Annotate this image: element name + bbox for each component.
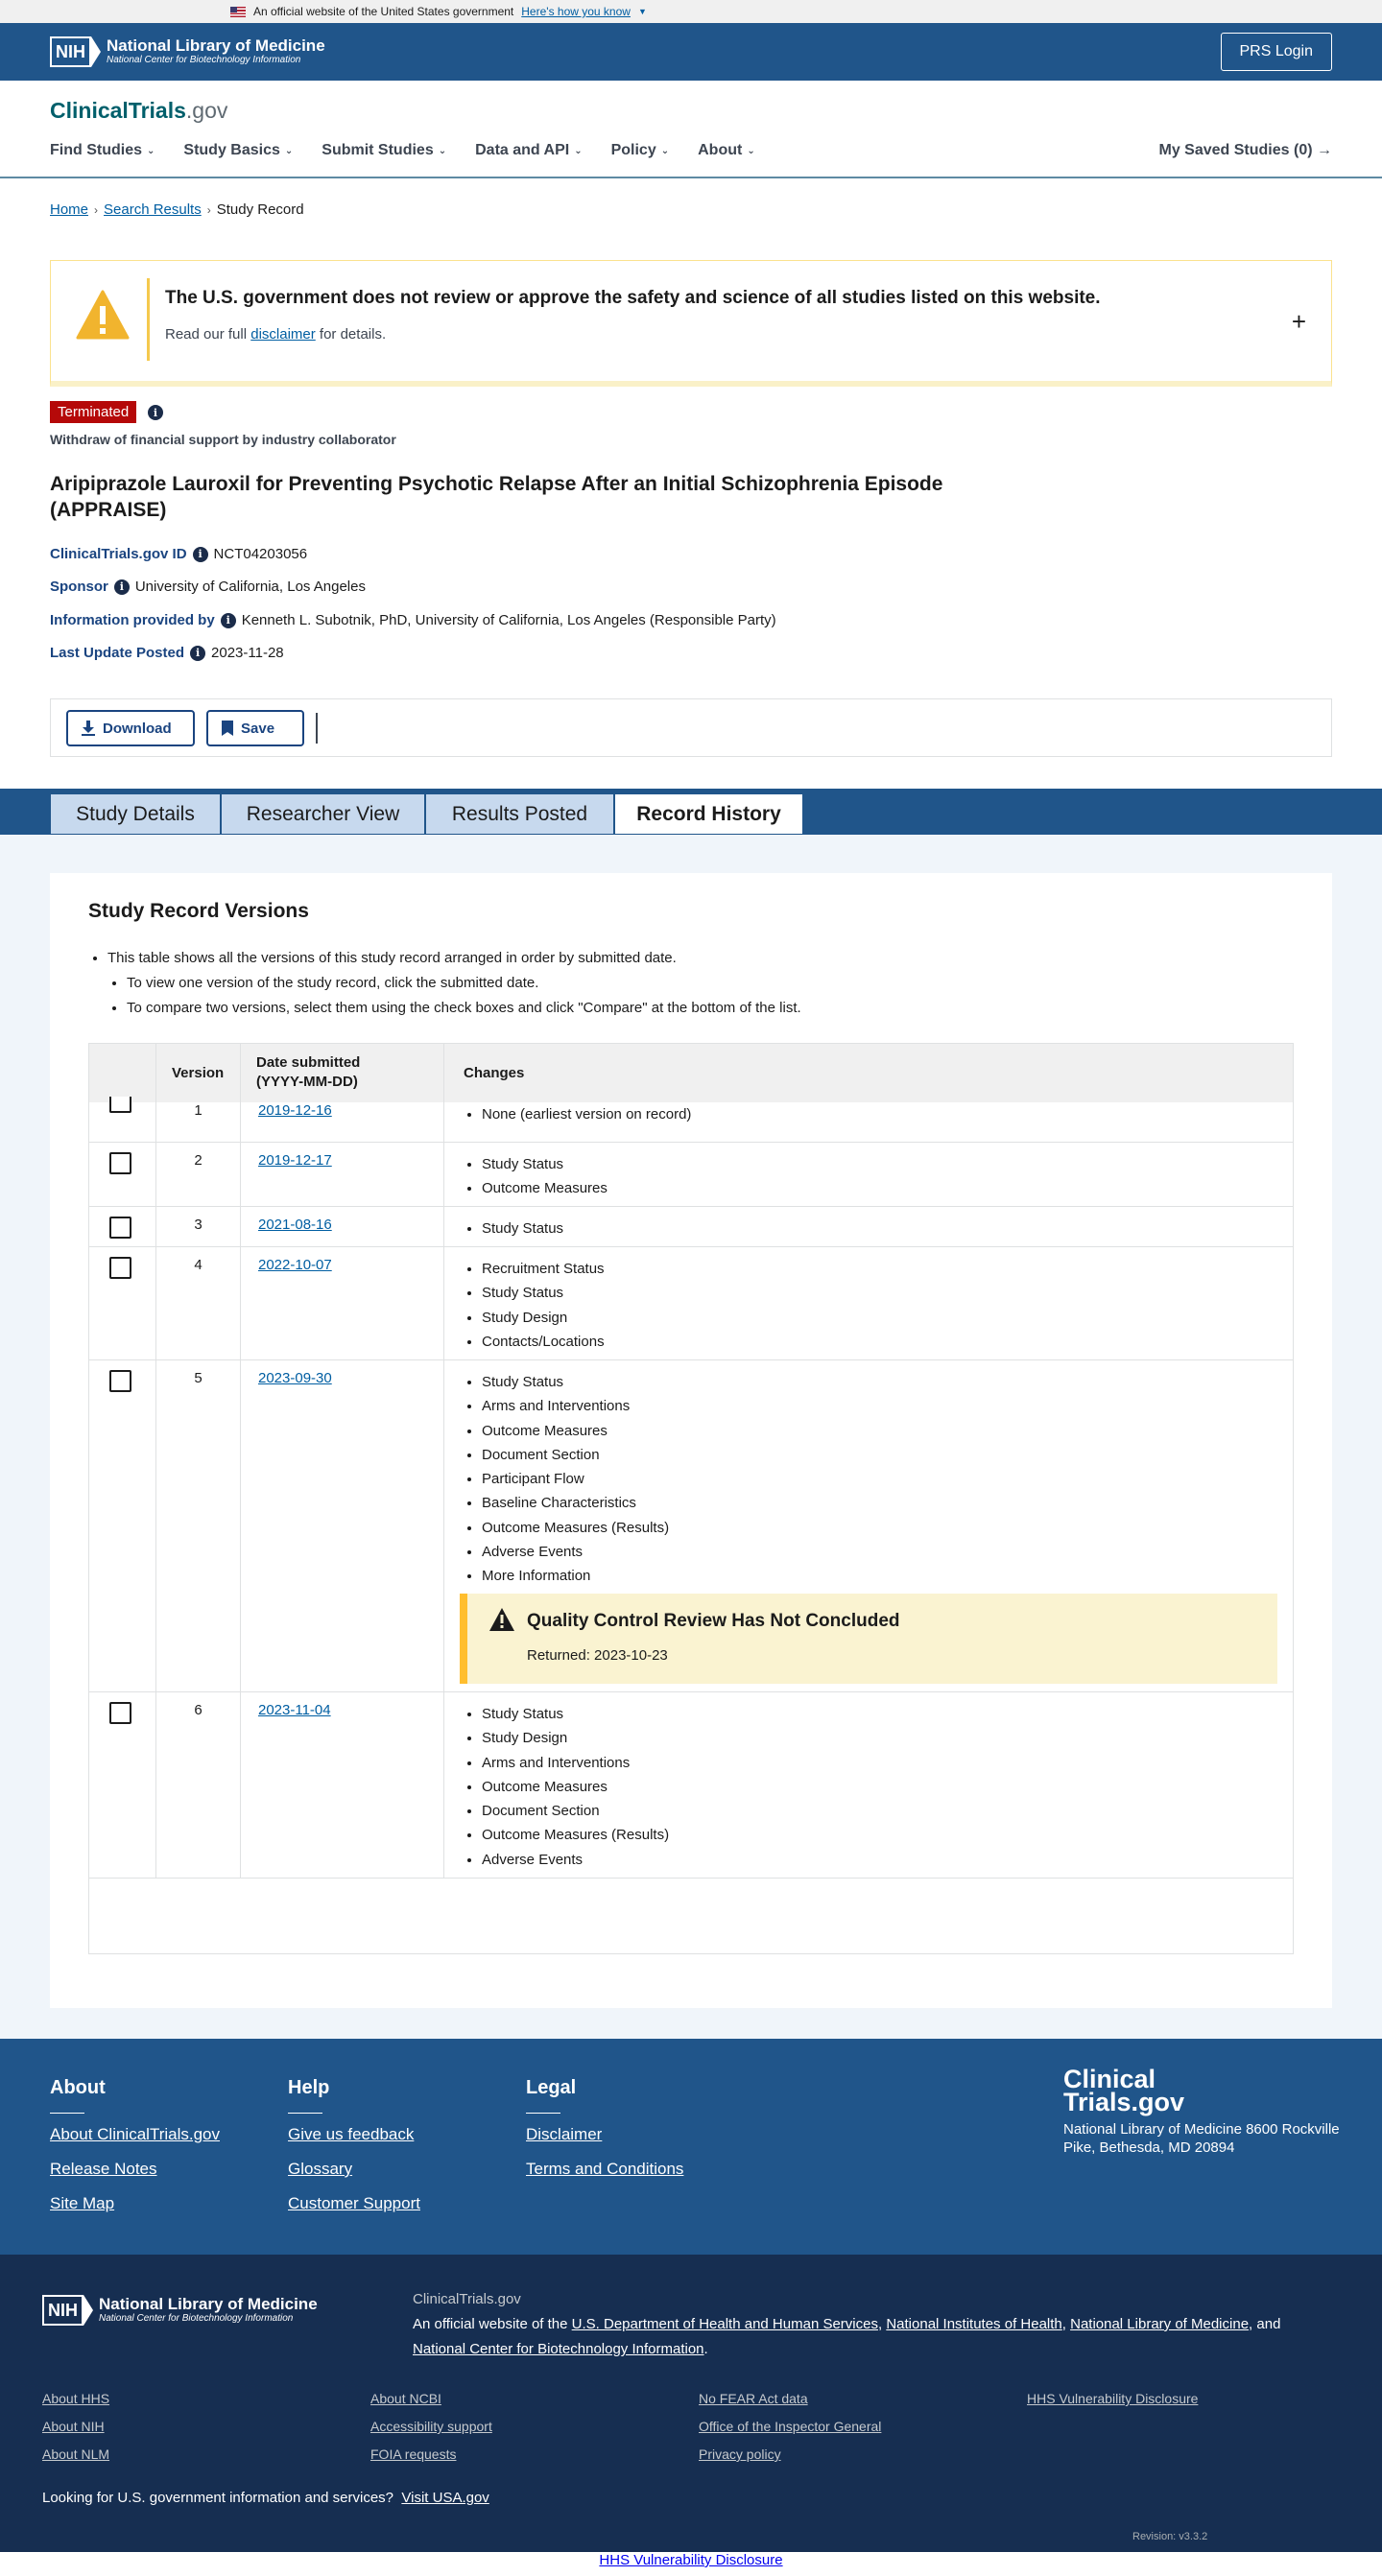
chevron-right-icon: › [94,202,99,217]
change-item: • Adverse Events [482,1848,669,1872]
row-version: 1 [156,1102,241,1142]
site-name: ClinicalTrials [50,98,186,123]
usa-gov-text: Looking for U.S. government information and services? [42,2490,394,2506]
bottom-link-bar [0,2552,1382,2568]
info-icon[interactable]: i [221,613,236,628]
chevron-down-icon: ⌄ [660,145,670,156]
footer-link[interactable]: About ClinicalTrials.gov [50,2125,220,2143]
table-row [89,1207,1293,1247]
alert-heading: The U.S. government does not review or approve the safety and science of all studies listed on this website. [165,288,1101,308]
change-item: • Outcome Measures (Results) [482,1823,669,1847]
row-version: 2 [156,1143,241,1206]
intro-subitem: • To compare two versions, select them using the check boxes and click "Compare" at the bottom of the list. [127,996,801,1021]
versions-heading: Study Record Versions [88,900,309,922]
nlm-title: National Library of Medicine [107,36,325,55]
change-item: • Participant Flow [482,1467,669,1491]
version-checkbox[interactable] [109,1152,131,1174]
row-date-cell [241,1692,444,1878]
last-update-label: Last Update Posted [50,645,185,661]
version-date-link[interactable]: 2023-09-30 [258,1370,332,1386]
qc-heading: Quality Control Review Has Not Concluded [527,1611,900,1631]
header-date-submitted [241,1044,444,1102]
nav-label: Find Studies [50,142,142,158]
footer-address: National Library of Medicine 8600 Rockville Pike, Bethesda, MD 20894 [1063,2121,1340,2156]
status-reason: Withdraw of financial support by industry collaborator [50,432,396,447]
row-checkbox-cell [89,1692,156,1878]
change-item: • None (earliest version on record) [482,1102,691,1126]
revision-text: Revision: v3.3.2 [1132,2531,1208,2542]
footer-link[interactable]: Release Notes [50,2160,157,2178]
info-provided-label: Information provided by [50,612,215,628]
nlm-link[interactable]: National Library of Medicine [1070,2316,1250,2332]
nlm-footer-link[interactable]: HHS Vulnerability Disclosure [1027,2391,1199,2406]
sponsor-row [50,579,366,595]
nlm-footer-link[interactable]: Privacy policy [699,2446,781,2462]
version-checkbox[interactable] [109,1097,131,1113]
change-item: • Document Section [482,1799,669,1823]
change-item: • Adverse Events [482,1540,669,1564]
nlm-footer-link[interactable]: About NIH [42,2419,105,2434]
header-checkbox-col [89,1044,156,1102]
info-icon[interactable]: i [148,405,163,420]
alert-text-after: for details. [319,326,387,343]
footer-legal-heading: Legal [526,2077,577,2098]
hhs-vulnerability-disclosure-link[interactable]: HHS Vulnerability Disclosure [599,2552,783,2568]
footer-divider [526,2113,560,2114]
row-checkbox-cell [89,1207,156,1246]
chevron-down-icon: ⌄ [147,145,155,156]
change-item: • More Information [482,1564,669,1588]
nav-study-basics[interactable] [183,142,293,159]
qc-returned: Returned: 2023-10-23 [527,1647,668,1664]
nih-logo-icon: NIH [42,2295,83,2326]
version-date-link[interactable]: 2022-10-07 [258,1257,332,1273]
footer-legal [526,2077,683,2194]
table-row [89,1360,1293,1692]
nlm-links-col3 [699,2385,881,2469]
chevron-down-icon[interactable]: ▼ [637,7,647,16]
nav-label: Data and API [475,142,570,158]
version-checkbox[interactable] [109,1217,131,1239]
change-item: • Study Status [482,1281,605,1305]
nlm-footer-link[interactable]: About NLM [42,2446,110,2462]
prs-login-button[interactable]: PRS Login [1221,33,1333,71]
row-checkbox-cell [89,1102,156,1142]
header-date-line1: Date submitted [256,1054,361,1071]
footer-divider [288,2113,322,2114]
nav-data-and-api[interactable] [475,142,582,159]
change-item: • Baseline Characteristics [482,1491,669,1515]
footer-logo[interactable] [1063,2065,1185,2116]
row-version: 4 [156,1247,241,1359]
row-checkbox-cell [89,1143,156,1206]
gov-banner-text: An official website of the United States government [253,5,514,18]
intro-subitem: • To view one version of the study record, click the submitted date. [127,971,801,996]
my-saved-studies-link[interactable] [1159,142,1333,159]
last-update-row [50,645,284,661]
warning-icon [76,290,130,340]
table-row [89,1143,1293,1207]
site-header [0,81,1382,178]
row-changes [444,1692,669,1872]
change-item: • Study Status [482,1217,563,1241]
disclaimer-alert [50,260,1332,387]
ncbi-link[interactable]: National Center for Biotechnology Information [413,2341,704,2357]
table-header [89,1044,1293,1102]
header-date-line2: (YYYY-MM-DD) [256,1074,358,1090]
last-update-value: 2023-11-28 [211,645,284,661]
breadcrumb-current: Study Record [216,201,304,218]
tabs-bar [0,789,1382,835]
nlm-footer-link[interactable]: About HHS [42,2391,110,2406]
change-item: • Study Design [482,1306,605,1330]
expand-plus-icon[interactable]: + [1291,307,1306,336]
info-icon[interactable]: i [190,646,205,661]
tab-researcher-view[interactable]: Researcher View [221,793,425,835]
action-bar [50,698,1332,757]
chevron-down-icon: ⌄ [438,145,447,156]
nlm-footer-link[interactable]: FOIA requests [370,2446,457,2462]
nlm-site-name: ClinicalTrials.gov [413,2291,521,2307]
change-item: • Arms and Interventions [482,1394,669,1418]
row-date-cell [241,1207,444,1246]
intro-text: This table shows all the versions of this study record arranged in order by submitted date. [107,950,677,966]
change-item: • Outcome Measures [482,1176,608,1200]
change-item: • Contacts/Locations [482,1330,605,1354]
alert-text [165,326,386,343]
version-checkbox[interactable] [109,1257,131,1279]
and-text: and [1256,2316,1281,2332]
nih-logo-icon: NIH [50,36,91,67]
footer-logo-line2: Trials.gov [1063,2088,1185,2116]
nlm-info [413,2287,1334,2362]
save-button[interactable] [206,710,304,746]
official-website-text: An official website of the U.S. Department of Health and Human Services, National Institutes of Health, National Library of Medicine, and National Center for Biotechnology Information. [413,2316,1281,2357]
versions-table [88,1043,1294,1954]
download-button[interactable] [66,710,195,746]
saved-studies-label: My Saved Studies (0) [1158,142,1313,158]
nav-label: About [698,142,743,158]
nih-link[interactable]: National Institutes of Health [886,2316,1062,2332]
footer-help [288,2077,420,2229]
table-row [89,1102,1293,1143]
nlm-footer-link[interactable]: Office of the Inspector General [699,2419,882,2434]
info-provided-row [50,612,776,628]
row-changes [444,1247,605,1354]
change-item: • Outcome Measures (Results) [482,1516,669,1540]
nlm-links-col4 [1027,2385,1198,2413]
versions-intro [107,946,801,1021]
change-item: • Study Status [482,1370,669,1394]
tab-record-history[interactable]: Record History [614,793,803,835]
nav-label: Policy [610,142,656,158]
site-footer [0,2039,1382,2255]
change-item: • Outcome Measures [482,1775,669,1799]
row-date-cell [241,1143,444,1206]
version-date-link[interactable]: 2023-11-04 [258,1702,331,1718]
hhs-link[interactable]: U.S. Department of Health and Human Services [571,2316,878,2332]
nlm-links-col2 [370,2385,492,2469]
nlm-footer [0,2255,1382,2552]
footer-link[interactable]: Site Map [50,2194,115,2212]
nav-label: Submit Studies [322,142,434,158]
row-version: 5 [156,1360,241,1691]
study-record-versions-card [50,873,1332,2008]
action-divider [316,713,318,744]
visit-usa-gov-link[interactable]: Visit USA.gov [401,2490,489,2506]
official-text: An official website of the [413,2316,568,2332]
footer-divider [50,2113,84,2114]
study-id-value: NCT04203056 [213,546,308,562]
change-item: • Study Design [482,1726,669,1750]
us-flag-icon [230,7,246,17]
footer-link[interactable]: Disclaimer [526,2125,603,2143]
nlm-logo[interactable] [50,36,325,67]
chevron-down-icon: ⌄ [747,145,755,156]
arrow-right-icon: → [1317,142,1332,158]
nav-submit-studies[interactable] [322,142,446,159]
info-icon[interactable]: i [114,579,130,595]
footer-help-heading: Help [288,2077,330,2098]
footer-about [50,2077,220,2229]
change-item: • Study Status [482,1702,669,1726]
change-item: • Document Section [482,1443,669,1467]
footer-link[interactable]: Give us feedback [288,2125,415,2143]
row-checkbox-cell [89,1247,156,1359]
tab-study-details[interactable]: Study Details [50,793,221,835]
nav-policy[interactable] [611,142,670,159]
tab-results-posted[interactable]: Results Posted [425,793,614,835]
chevron-down-icon: ⌄ [284,145,294,156]
gov-banner [0,0,1382,23]
row-version: 3 [156,1207,241,1246]
study-title: Aripiprazole Lauroxil for Preventing Psychotic Relapse After an Initial Schizophrenia Episode (APPRAISE) [50,473,943,521]
breadcrumb-home[interactable]: Home [50,201,89,218]
row-checkbox-cell [89,1360,156,1691]
footer-logo-line1: Clinical [1063,2065,1156,2093]
breadcrumb-search-results[interactable]: Search Results [104,201,202,218]
nih-header [0,23,1382,81]
nlm-links-col1 [42,2385,109,2469]
download-label: Download [103,720,172,737]
version-date-link[interactable]: 2021-08-16 [258,1217,332,1233]
row-changes [444,1360,669,1589]
nlm-footer-link[interactable]: About NCBI [370,2391,441,2406]
nlm-footer-link[interactable]: Accessibility support [370,2419,492,2434]
main-nav [50,142,755,159]
nav-label: Study Basics [183,142,280,158]
bookmark-icon [222,721,233,736]
study-id-label: ClinicalTrials.gov ID [50,546,187,562]
row-version: 6 [156,1692,241,1878]
alert-divider [147,278,150,361]
version-date-link[interactable]: 2019-12-17 [258,1152,332,1169]
quality-control-alert [460,1594,1277,1684]
row-changes [444,1102,691,1126]
info-provided-value: Kenneth L. Subotnik, PhD, University of California, Los Angeles (Responsible Party) [241,612,776,628]
warning-icon [488,1607,515,1632]
row-date-cell [241,1102,444,1142]
change-item: • Arms and Interventions [482,1751,669,1775]
status-badge: Terminated [50,401,136,423]
header-version: Version [156,1044,241,1102]
heres-how-you-know-link[interactable]: Here's how you know [521,5,631,18]
nav-find-studies[interactable] [50,142,155,159]
disclaimer-link[interactable]: disclaimer [250,326,316,343]
save-label: Save [241,720,275,737]
version-date-link[interactable]: 2019-12-16 [258,1102,332,1119]
row-date-cell [241,1360,444,1691]
table-row [89,1247,1293,1360]
row-changes [444,1143,608,1201]
footer-link[interactable]: Customer Support [288,2194,420,2212]
change-item: • Recruitment Status [482,1257,605,1281]
usa-gov-info [42,2490,489,2506]
sponsor-value: University of California, Los Angeles [134,579,366,595]
change-item: • Study Status [482,1152,608,1176]
download-icon [82,721,95,736]
site-logo[interactable] [50,98,227,124]
chevron-right-icon: › [206,202,211,217]
info-icon[interactable]: i [193,547,208,562]
table-row [89,1692,1293,1879]
breadcrumb [50,201,304,218]
ncbi-subtitle: National Center for Biotechnology Information [99,2313,294,2324]
footer-link[interactable]: Terms and Conditions [526,2160,684,2178]
study-id-row [50,546,307,562]
ncbi-subtitle: National Center for Biotechnology Information [107,55,301,65]
sponsor-label: Sponsor [50,579,108,595]
footer-about-heading: About [50,2077,106,2098]
row-changes [444,1207,563,1241]
intro-item [107,946,801,1021]
footer-link[interactable]: Glossary [288,2160,353,2178]
nlm-title: National Library of Medicine [99,2295,318,2313]
header-changes: Changes [464,1065,525,1081]
change-item: • Outcome Measures [482,1419,669,1443]
nlm-footer-logo[interactable] [42,2295,318,2326]
alert-text-before: Read our full [165,326,248,343]
nlm-footer-link[interactable]: No FEAR Act data [699,2391,808,2406]
row-date-cell [241,1247,444,1359]
chevron-down-icon: ⌄ [574,145,583,156]
nav-about[interactable] [698,142,755,159]
version-checkbox[interactable] [109,1370,131,1392]
version-checkbox[interactable] [109,1702,131,1724]
site-name-suffix: .gov [185,98,228,123]
